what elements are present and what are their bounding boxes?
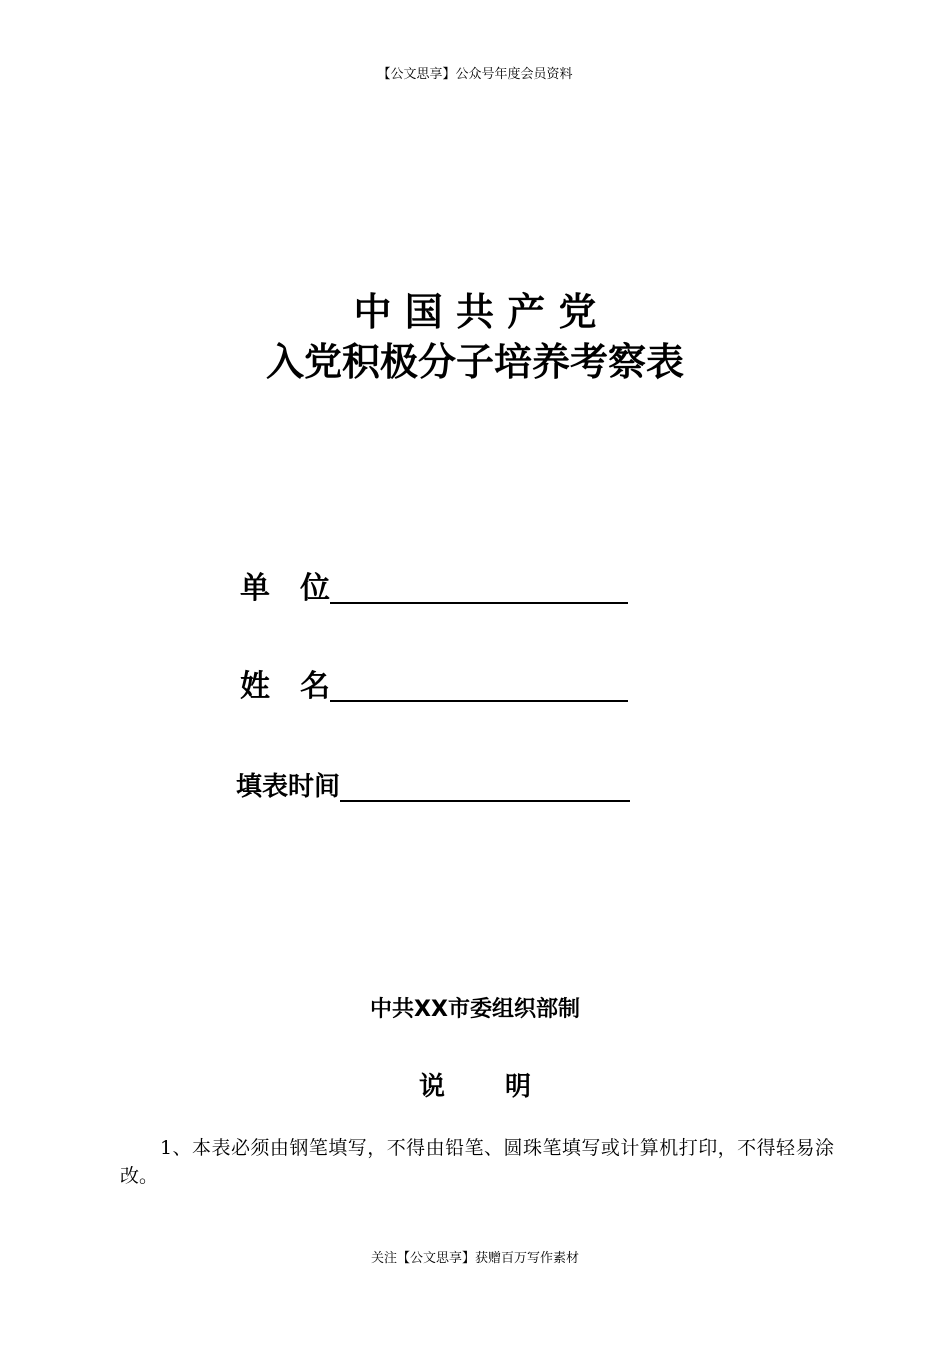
name-field (240, 664, 628, 704)
fill-date-field (236, 764, 630, 804)
document-title-line-1: 中 国 共 产 党 (353, 289, 597, 334)
page-footer-note: 关注【公文思享】获赠百万写作素材 (370, 1251, 579, 1266)
name-blank-line (330, 700, 628, 702)
note-item-1: 1、本表必须由钢笔填写，不得由铅笔、圆珠笔填写或计算机打印，不得轻易涂改。 (120, 1137, 834, 1187)
fill-date-blank-line (340, 800, 630, 802)
notes-heading-char-2: 明 (505, 1072, 532, 1102)
page-header-note: 【公文思享】公众号年度会员资料 (377, 67, 573, 82)
unit-label: 单 位 (240, 571, 330, 606)
document-title-line-2: 入党积极分子培养考察表 (265, 339, 684, 384)
notes-heading (0, 1070, 950, 1104)
fill-date-label: 填表时间 (236, 772, 341, 802)
notes-heading-char-1: 说 (418, 1072, 445, 1102)
name-label: 姓 名 (240, 669, 330, 704)
issuer-line: 中共XX市委组织部制 (370, 997, 580, 1022)
unit-blank-line (330, 602, 628, 604)
unit-field (240, 566, 628, 606)
